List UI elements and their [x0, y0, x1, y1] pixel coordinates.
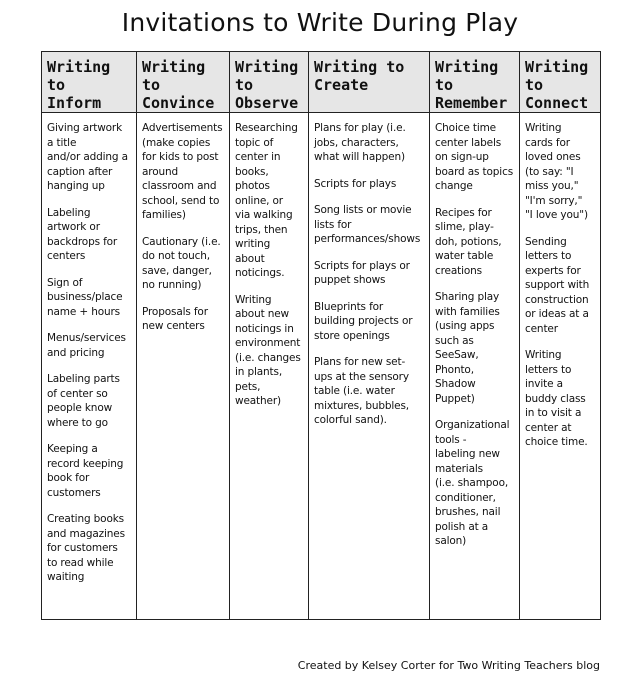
create-entry-plans-for-play: Plans for play (i.e. jobs, characters, what will happen): [314, 122, 406, 163]
column-header-observe: Writing to Observe: [230, 52, 309, 113]
remember-entry-labels: Choice time center labels on sign-up board as topics change: [435, 122, 514, 192]
column-connect: [520, 113, 601, 620]
connect-entry-buddy-class: Writing letters to invite a buddy class in to visit a center at choice time.: [525, 349, 588, 448]
inform-entry-record-book: Keeping a record keeping book for customers: [47, 443, 124, 499]
column-header-inform: Writing to Inform: [42, 52, 137, 113]
create-entry-song-lists: Song lists or movie lists for performances/shows: [314, 204, 421, 245]
column-header-connect: Writing to Connect: [520, 52, 601, 113]
inform-entry-sign: Sign of business/place name + hours: [47, 276, 123, 318]
column-create: [309, 113, 430, 620]
column-header-remember: Writing to Remember: [430, 52, 520, 113]
inform-entry-menus: Menus/services and pricing: [47, 332, 126, 359]
column-convince: [137, 113, 230, 620]
inform-entry-artwork-title: Giving artwork a title and/or adding a caption after hanging up: [47, 122, 128, 192]
inform-entry-books-magazines: Creating books and magazines for customers to read while waiting: [47, 513, 125, 583]
create-entry-sensory-table: Plans for new set- ups at the sensory table (i.e. water mixtures, bubbles, colorful sand).: [314, 356, 409, 426]
inform-entry-labeling-artwork: Labeling artwork or backdrops for centers: [47, 206, 118, 262]
remember-entry-sharing: Sharing play with families (using apps such as SeeSaw, Phonto, Shadow Puppet): [435, 291, 500, 405]
observe-entry-noticings: Writing about new noticings in environment (i.e. changes in plants, pets, weather): [235, 293, 301, 407]
column-remember: [430, 113, 520, 620]
column-header-create: Writing to Create: [309, 52, 430, 113]
convince-entry-proposals: Proposals for new centers: [142, 305, 208, 332]
credit-line: Created by Kelsey Corter for Two Writing Teachers blog: [297, 659, 600, 672]
connect-entry-experts: Sending letters to experts for support with construction or ideas at a center: [525, 235, 590, 335]
create-entry-puppet-scripts: Scripts for plays or puppet shows: [314, 259, 410, 286]
invitations-table: [41, 51, 601, 620]
observe-entry-researching: Researching topic of center in books, photos online, or via walking trips, then writing about noticings.: [235, 122, 298, 279]
column-header-convince: Writing to Convince: [137, 52, 230, 113]
remember-entry-organizational: Organizational tools - labeling new materials (i.e. shampoo, conditioner, brushes, nail polish at a salon): [435, 419, 510, 547]
convince-entry-advertisements: Advertisements (make copies for kids to post around classroom and school, send to families): [142, 122, 223, 221]
column-inform: [42, 113, 137, 620]
convince-entry-cautionary: Cautionary (i.e. do not touch, save, danger, no running): [142, 235, 221, 291]
column-observe: [230, 113, 309, 620]
inform-entry-labeling-parts: Labeling parts of center so people know where to go: [47, 373, 120, 429]
remember-entry-recipes: Recipes for slime, play- doh, potions, water table creations: [435, 206, 502, 277]
create-entry-scripts: Scripts for plays: [314, 177, 397, 190]
create-entry-blueprints: Blueprints for building projects or store openings: [314, 300, 413, 342]
connect-entry-cards: Writing cards for loved ones (to say: "I miss you," "I'm sorry," "I love you"): [525, 122, 588, 221]
header-row: [42, 52, 601, 113]
page-title: Invitations to Write During Play: [121, 8, 519, 37]
content-row: [42, 113, 601, 620]
